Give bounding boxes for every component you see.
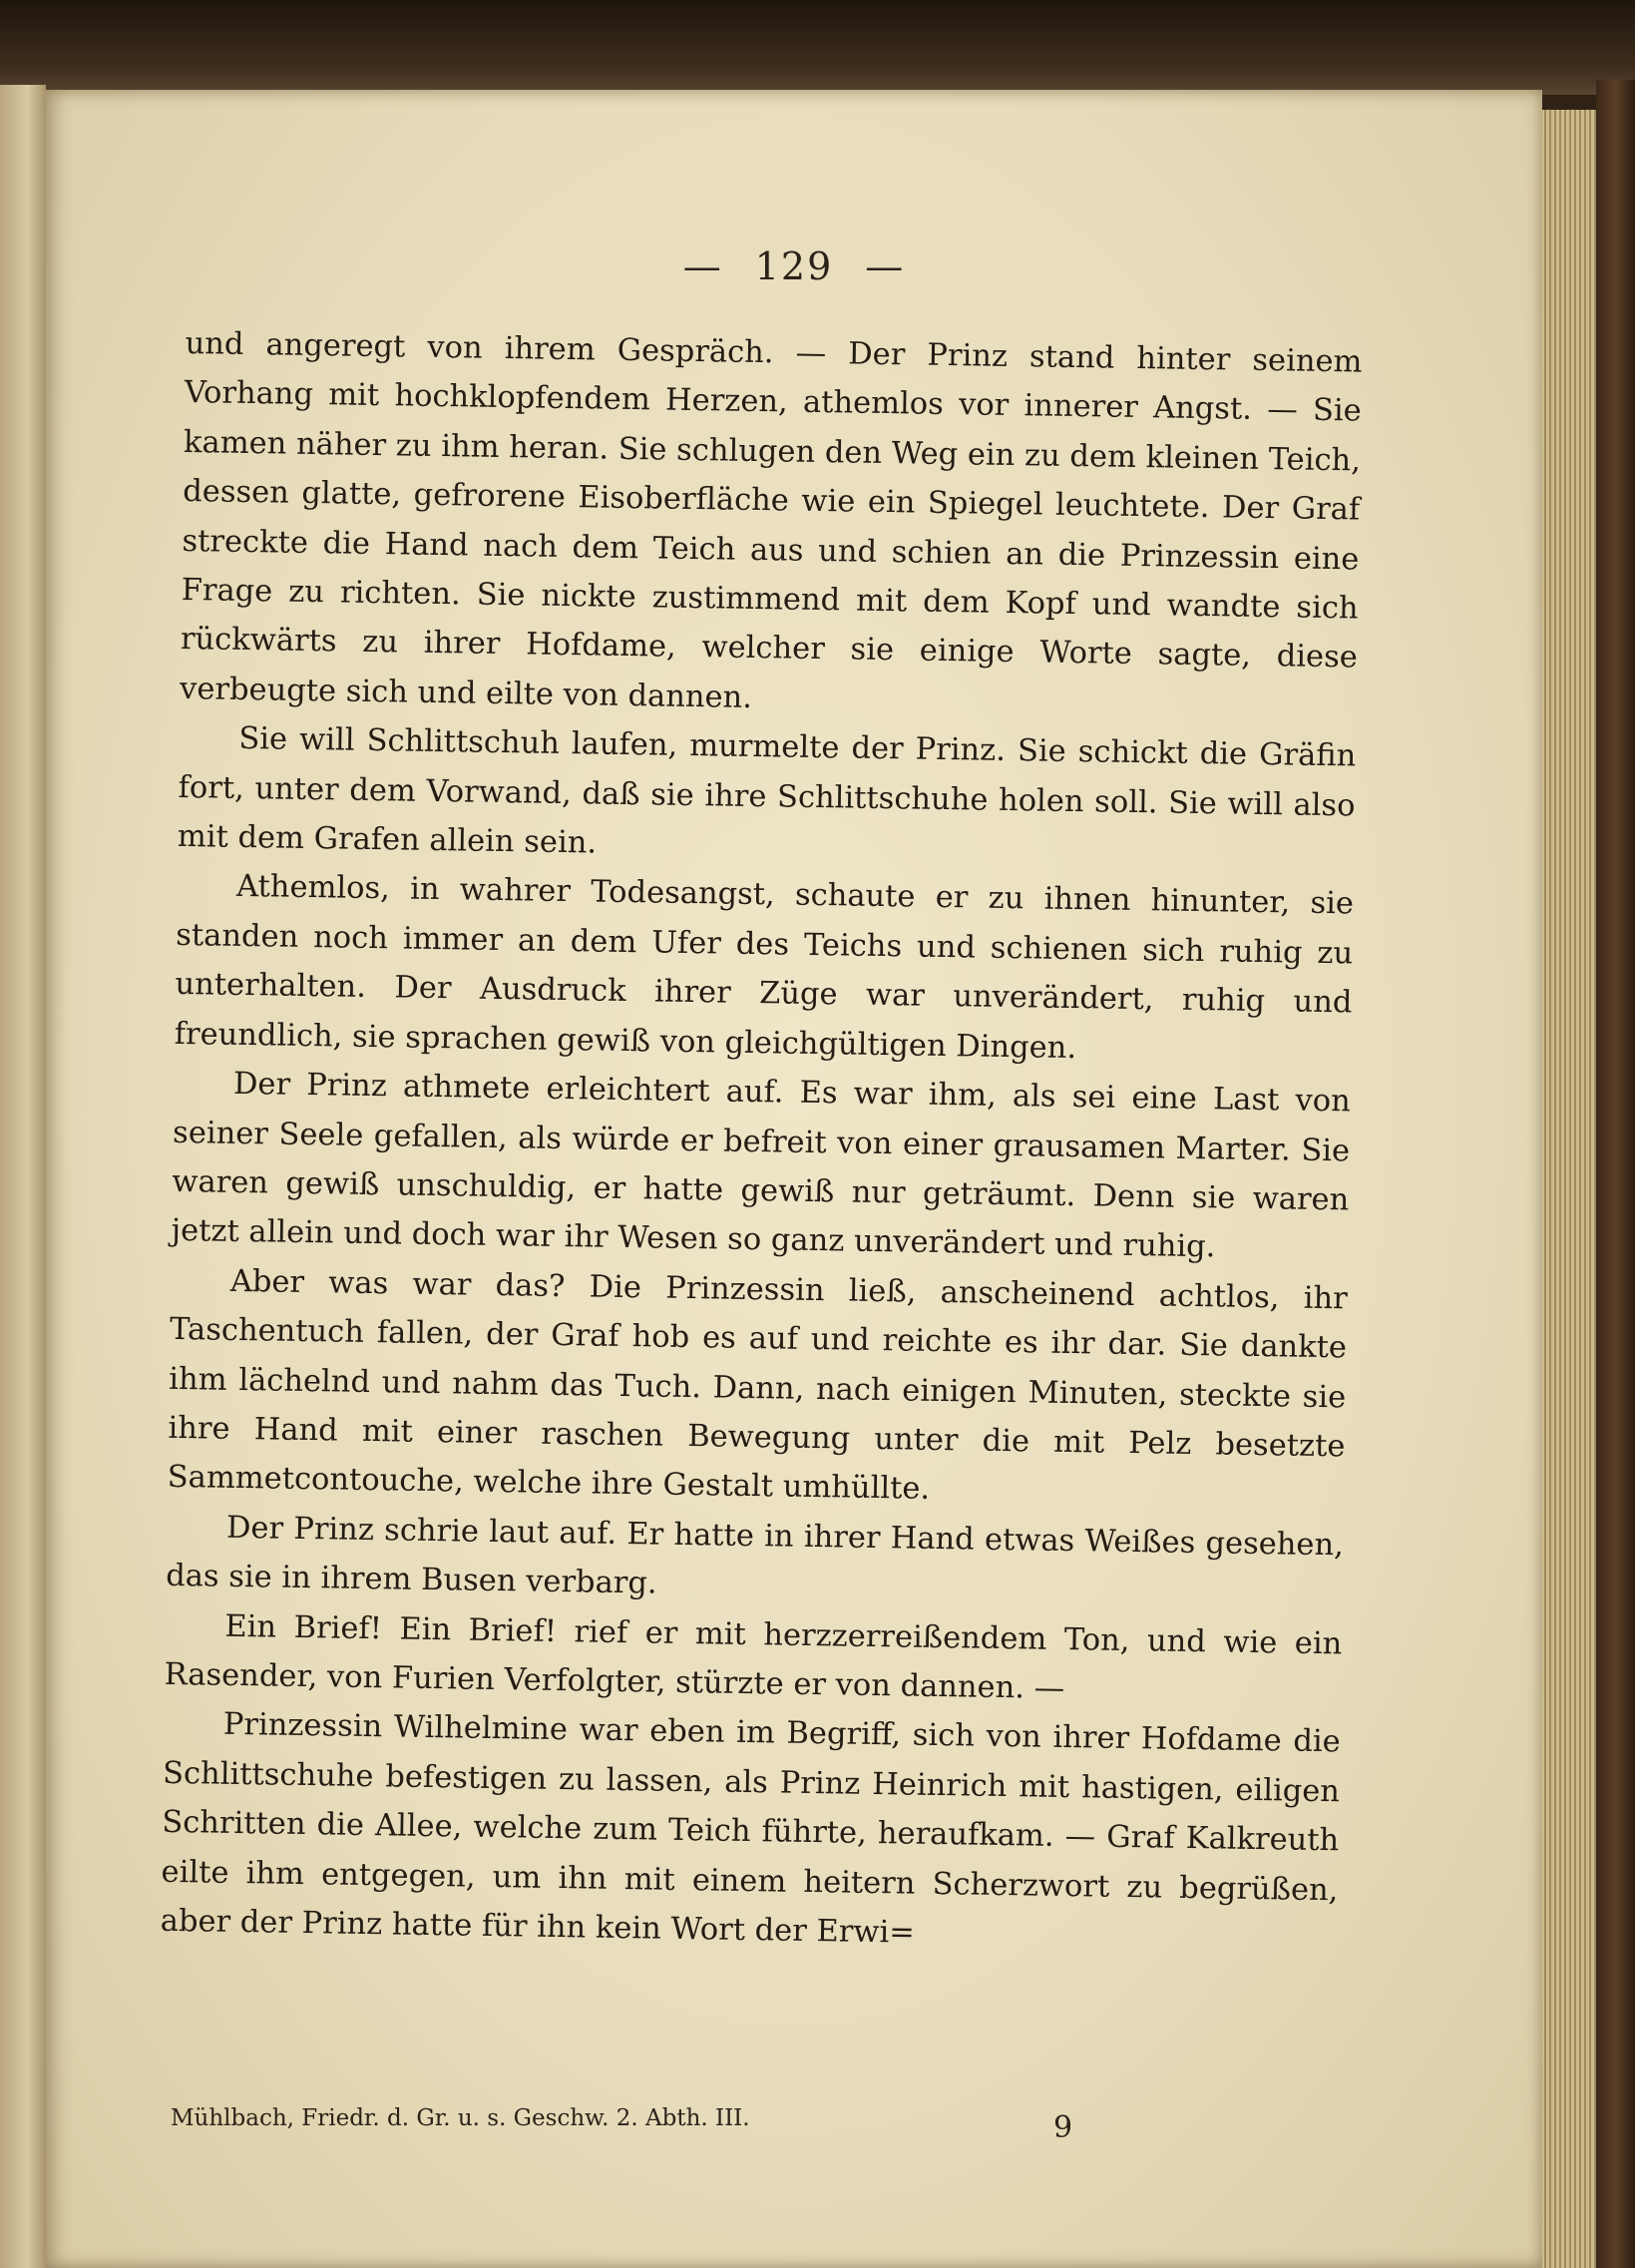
book-binding-edge — [1596, 80, 1635, 2268]
book-page — [46, 90, 1542, 2268]
page-header — [46, 244, 1542, 288]
left-page-edge — [0, 85, 46, 2268]
paragraph: Der Prinz schrie laut auf. Er hatte in ihrer Hand etwas Weißes gesehen, das sie in ihrem Busen verbarg. — [165, 1510, 1345, 1601]
body-text — [160, 319, 1362, 1965]
paragraph: Prinzessin Wilhelmine war eben im Begriff, sich von ihrer Hofdame die Schlittschuhe befestigen zu lassen, als Prinz Heinrich mit hastigen, eiligen Schritten die Allee, welche zum Teich führte, heraufkam. — Graf Kalkreuth eilte ihm entgegen, um ihn mit einem heitern Scherzwort zu begrüßen, aber der Prinz hatte für ihn kein Wort der Erwi= — [160, 1707, 1342, 1951]
paragraph: Ein Brief! Ein Brief! rief er mit herzzerreißendem Ton, und wie ein Rasender, von Furien Verfolgter, stürzte er von dannen. — — [164, 1608, 1343, 1706]
footer-signature: Mühlbach, Friedr. d. Gr. u. s. Geschw. 2. Abth. III. — [171, 2105, 750, 2131]
page-number: 129 — [754, 244, 834, 288]
paragraph: Athemlos, in wahrer Todesangst, schaute er zu ihnen hinunter, sie standen noch immer an dem Ufer des Teichs und schienen sich ruhig zu unterhalten. Der Ausdruck ihrer Züge war unverändert, ruhig und freundlich, sie sprachen gewiß von gleichgültigen Dingen. — [174, 869, 1355, 1066]
book-top-edge — [0, 0, 1635, 95]
sheet-number: 9 — [1053, 2110, 1073, 2145]
header-dash-left: — — [682, 244, 723, 288]
header-dash-right: — — [865, 244, 906, 288]
paragraph: und angeregt von ihrem Gespräch. — Der Prinz stand hinter seinem Vorhang mit hochklopfendem Herzen, athemlos vor innerer Angst. — Sie kamen näher zu ihm heran. Sie schlugen den Weg ein zu dem kleinen Teich, dessen glatte, gefrorene Eisoberfläche wie ein Spiegel leuchtete. Der Graf streckte die Hand nach dem Teich aus und schien an die Prinzessin eine Frage zu richten. Sie nickte zustimmend mit dem Kopf und wandte sich rückwärts zu ihrer Hofdame, welcher sie einige Worte sagte, diese verbeugte sich und eilte von dannen. — [179, 325, 1363, 715]
paragraph: Aber was war das? Die Prinzessin ließ, anscheinend achtlos, ihr Taschentuch fallen, der Graf hob es auf und reichte es ihr dar. Sie dankte ihm lächelnd und nahm das Tuch. Dann, nach einigen Minuten, steckte sie ihre Hand mit einer raschen Bewegung unter die mit Pelz besetzte Sammetcontouche, welche ihre Gestalt umhüllte. — [167, 1263, 1348, 1508]
paragraph: Sie will Schlittschuh laufen, murmelte der Prinz. Sie schickt die Gräfin fort, unter dem Vorwand, daß sie ihre Schlittschuhe holen soll. Sie will also mit dem Grafen allein sein. — [177, 721, 1357, 861]
paragraph: Der Prinz athmete erleichtert auf. Es war ihm, als sei eine Last von seiner Seele gefallen, als würde er befreit von einer grausamen Marter. Sie waren gewiß unschuldig, er hatte gewiß nur geträumt. Denn sie waren jetzt allein und doch war ihr Wesen so ganz unverändert und ruhig. — [171, 1066, 1352, 1265]
